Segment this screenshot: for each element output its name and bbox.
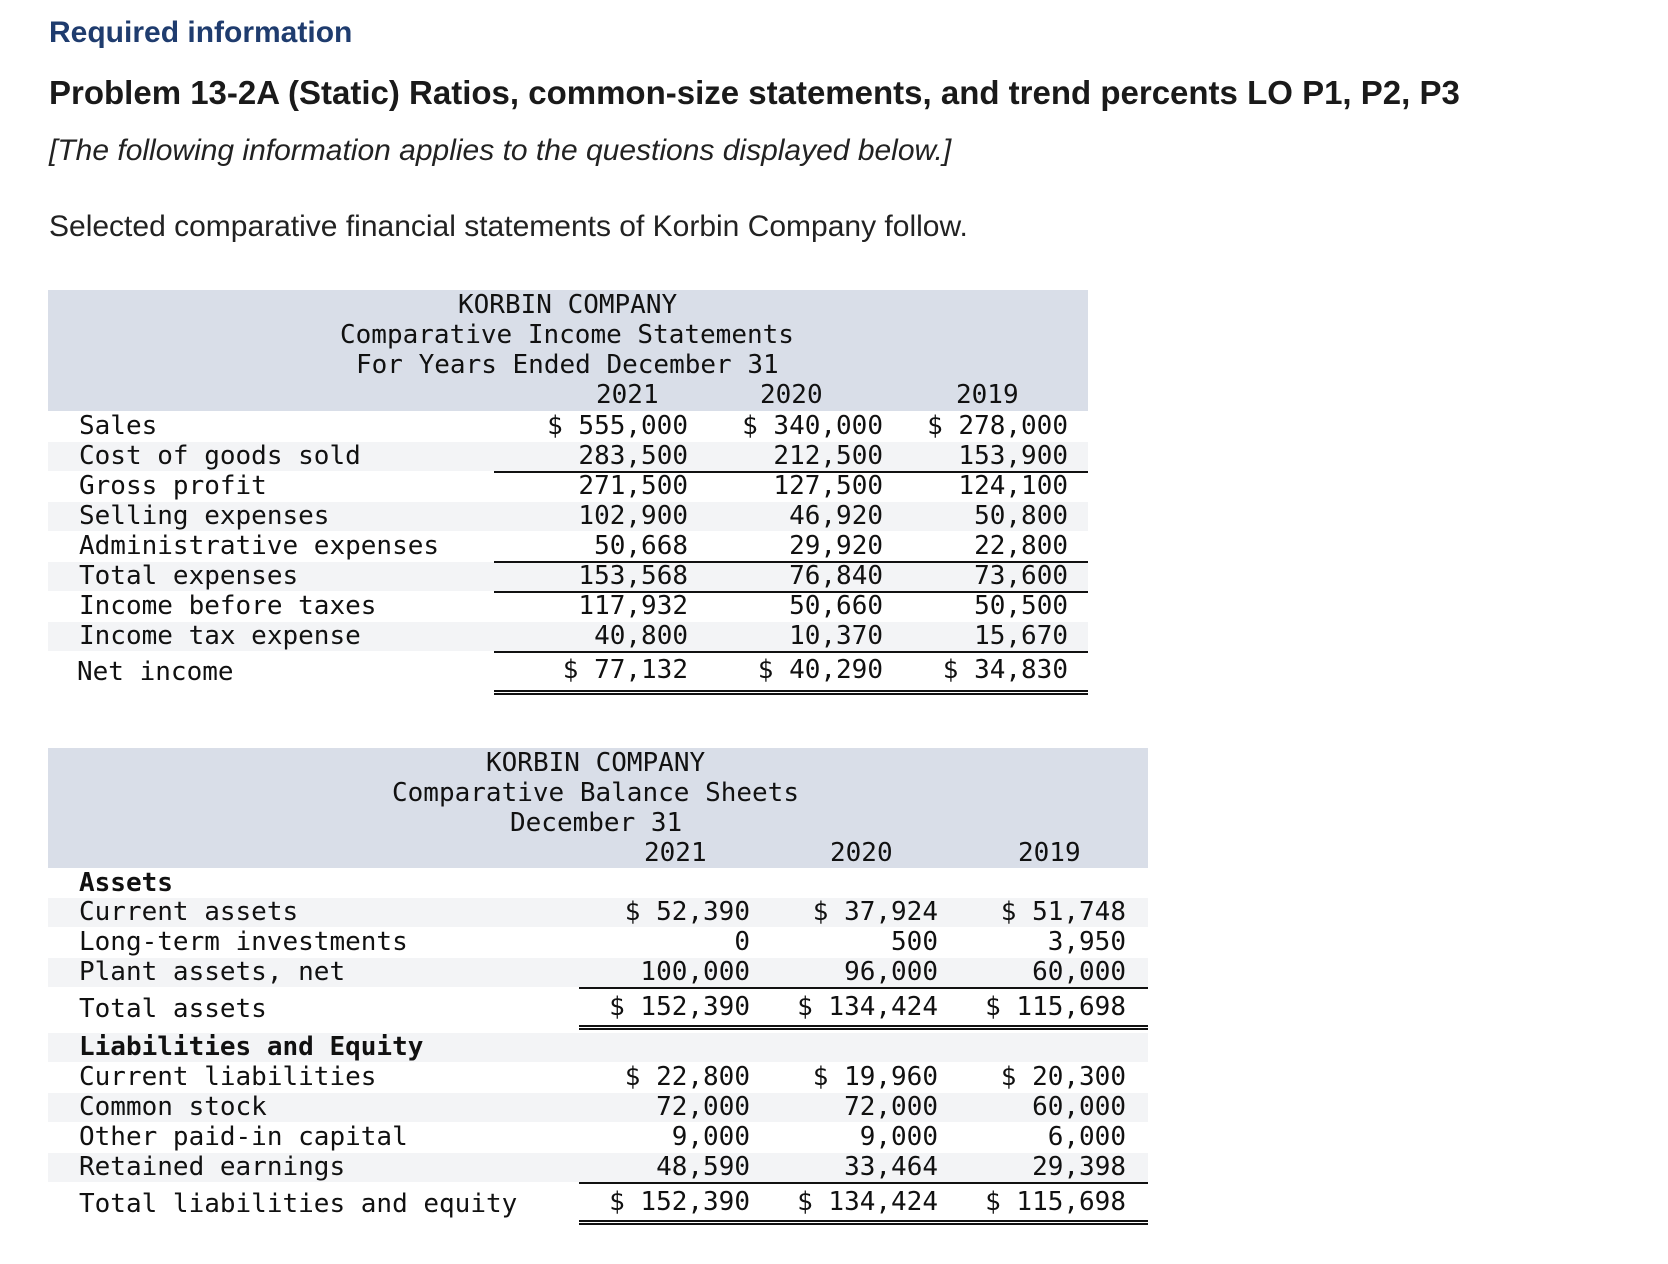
total-rule xyxy=(494,651,1088,653)
value-2021: 0 xyxy=(734,927,750,957)
value-2019: 73,600 xyxy=(974,561,1068,591)
balance-year-2019: 2019 xyxy=(1018,838,1081,868)
value-2020: 127,500 xyxy=(773,471,883,501)
row-label: Long-term investments xyxy=(79,927,408,957)
value-2019: $ 115,698 xyxy=(985,992,1126,1022)
value-2019: 153,900 xyxy=(958,441,1068,471)
double-total-rule xyxy=(579,1220,1148,1225)
value-2019: 60,000 xyxy=(1032,1092,1126,1122)
row-label: Net income xyxy=(77,657,234,687)
income-statement xyxy=(48,290,1088,710)
value-2021: 50,668 xyxy=(594,531,688,561)
value-2019: 50,800 xyxy=(974,501,1068,531)
value-2020: 500 xyxy=(891,927,938,957)
row-label: Total expenses xyxy=(79,561,299,591)
value-2020: $ 37,924 xyxy=(812,897,938,927)
income-statement-period: For Years Ended December 31 xyxy=(356,350,779,380)
value-2021: 40,800 xyxy=(594,621,688,651)
row-label: Gross profit xyxy=(79,471,267,501)
value-2020: 50,660 xyxy=(789,591,883,621)
row-label: Retained earnings xyxy=(79,1152,346,1182)
row-label: Total liabilities and equity xyxy=(79,1189,518,1219)
value-2019: 124,100 xyxy=(958,471,1068,501)
income-year-2020: 2020 xyxy=(760,380,823,410)
row-label: Sales xyxy=(79,411,158,441)
value-2021: 100,000 xyxy=(640,957,750,987)
value-2020: 9,000 xyxy=(859,1122,938,1152)
value-2021: $ 77,132 xyxy=(562,655,688,685)
assets-heading: Assets xyxy=(79,868,173,898)
value-2021: 117,932 xyxy=(578,591,688,621)
row-label: Income before taxes xyxy=(79,591,377,621)
value-2021: 48,590 xyxy=(656,1152,750,1182)
row-label: Plant assets, net xyxy=(79,957,346,987)
row-label: Selling expenses xyxy=(79,501,330,531)
value-2019: $ 278,000 xyxy=(927,411,1068,441)
balance-company-name: KORBIN COMPANY xyxy=(486,748,706,778)
value-2021: 72,000 xyxy=(656,1092,750,1122)
value-2019: 22,800 xyxy=(974,531,1068,561)
value-2020: 72,000 xyxy=(844,1092,938,1122)
problem-title: Problem 13-2A (Static) Ratios, common-size statements, and trend percents LO P1, P2, P3 xyxy=(49,74,1460,111)
row-label: Total assets xyxy=(79,994,267,1024)
double-total-rule xyxy=(579,1025,1148,1030)
total-rule xyxy=(579,987,1148,989)
value-2019: 50,500 xyxy=(974,591,1068,621)
value-2021: $ 52,390 xyxy=(624,897,750,927)
value-2021: 153,568 xyxy=(578,561,688,591)
instructions-text: [The following information applies to the questions displayed below.] xyxy=(49,134,952,167)
value-2019: 60,000 xyxy=(1032,957,1126,987)
total-rule xyxy=(579,1182,1148,1184)
value-2020: $ 19,960 xyxy=(812,1062,938,1092)
value-2020: 46,920 xyxy=(789,501,883,531)
income-year-2019: 2019 xyxy=(956,380,1019,410)
value-2021: $ 555,000 xyxy=(547,411,688,441)
value-2019: 29,398 xyxy=(1032,1152,1126,1182)
value-2021: 9,000 xyxy=(671,1122,750,1152)
liabilities-equity-heading: Liabilities and Equity xyxy=(79,1032,424,1062)
value-2019: 3,950 xyxy=(1047,927,1126,957)
required-information-heading: Required information xyxy=(49,16,353,49)
value-2019: 15,670 xyxy=(974,621,1068,651)
value-2021: 102,900 xyxy=(578,501,688,531)
value-2020: 33,464 xyxy=(844,1152,938,1182)
balance-sheet-period: December 31 xyxy=(510,808,683,838)
double-total-rule xyxy=(494,690,1088,695)
balance-year-2020: 2020 xyxy=(830,838,893,868)
value-2020: 10,370 xyxy=(789,621,883,651)
value-2019: $ 20,300 xyxy=(1000,1062,1126,1092)
value-2019: $ 115,698 xyxy=(985,1187,1126,1217)
row-label: Other paid-in capital xyxy=(79,1122,408,1152)
row-label: Current liabilities xyxy=(79,1062,377,1092)
value-2020: 212,500 xyxy=(773,441,883,471)
balance-year-2021: 2021 xyxy=(644,838,707,868)
value-2021: $ 152,390 xyxy=(609,992,750,1022)
row-label: Income tax expense xyxy=(79,621,361,651)
value-2020: 96,000 xyxy=(844,957,938,987)
value-2020: $ 40,290 xyxy=(757,655,883,685)
value-2019: $ 51,748 xyxy=(1000,897,1126,927)
value-2021: $ 22,800 xyxy=(624,1062,750,1092)
row-label: Administrative expenses xyxy=(79,531,440,561)
row-label: Current assets xyxy=(79,897,299,927)
value-2019: $ 34,830 xyxy=(942,655,1068,685)
value-2021: 283,500 xyxy=(578,441,688,471)
value-2020: 29,920 xyxy=(789,531,883,561)
income-statement-title: Comparative Income Statements xyxy=(340,320,794,350)
value-2020: $ 134,424 xyxy=(797,1187,938,1217)
row-label: Common stock xyxy=(79,1092,267,1122)
balance-sheet xyxy=(48,748,1148,1248)
income-company-name: KORBIN COMPANY xyxy=(458,290,678,320)
balance-sheet-title: Comparative Balance Sheets xyxy=(392,778,799,808)
value-2020: $ 134,424 xyxy=(797,992,938,1022)
value-2021: $ 152,390 xyxy=(609,1187,750,1217)
value-2020: 76,840 xyxy=(789,561,883,591)
value-2019: 6,000 xyxy=(1047,1122,1126,1152)
income-year-2021: 2021 xyxy=(596,380,659,410)
intro-text: Selected comparative financial statements of Korbin Company follow. xyxy=(49,210,968,243)
value-2021: 271,500 xyxy=(578,471,688,501)
value-2020: $ 340,000 xyxy=(742,411,883,441)
row-label: Cost of goods sold xyxy=(79,441,361,471)
